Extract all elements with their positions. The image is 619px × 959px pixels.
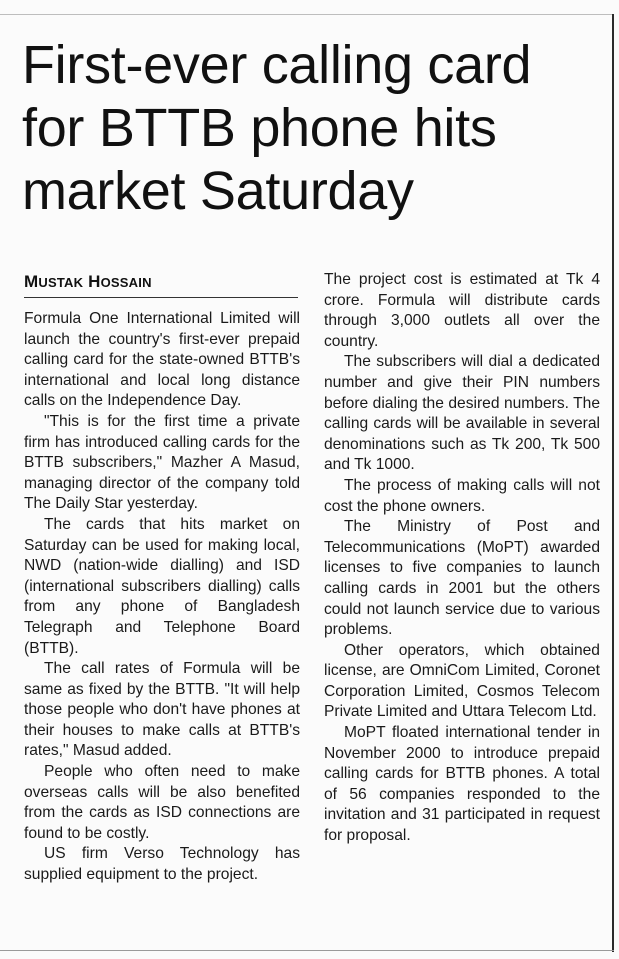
paragraph: The process of making calls will not cost the phone owners.	[324, 476, 600, 515]
article-column-left	[24, 309, 300, 886]
byline-last-initial: H	[88, 272, 101, 291]
clipping-bottom-border	[0, 950, 614, 951]
paragraph: Formula One International Limited will launch the country's first-ever prepaid calling card for the state-owned BTTB's international and local long distance calls on the Independence Day.	[24, 310, 300, 410]
paragraph: MoPT floated international tender in November 2000 to introduce prepaid calling cards for BTTB phones. A total of 56 companies responded to the invitation and 31 participated in request for proposal.	[324, 724, 600, 845]
paragraph: US firm Verso Technology has supplied equipment to the project.	[24, 845, 300, 884]
paragraph: Other operators, which obtained license, are OmniCom Limited, Coronet Corporation Limited, Cosmos Telecom Private Limited and Uttara Telecom Ltd.	[324, 641, 600, 721]
byline-divider	[24, 297, 298, 298]
paragraph: "This is for the first time a private firm has introduced calling cards for the BTTB subscribers," Mazher A Masud, managing director of the company told The Daily Star yesterday.	[24, 412, 300, 513]
article-headline: First-ever calling card for BTTB phone hits market Saturday	[22, 35, 532, 221]
clipping-top-border	[0, 14, 614, 15]
byline-first-rest: USTAK	[38, 275, 84, 290]
paragraph: The cards that hits market on Saturday can be used for making local, NWD (nation-wide dialling) and ISD (international subscribers dialling) calls from any phone of Bangladesh Telegraph and Telephone Board (BTTB).	[24, 515, 300, 657]
byline-first-initial: M	[24, 272, 39, 291]
paragraph: People who often need to make overseas calls will be also benefited from the cards as ISD connections are found to be costly.	[24, 763, 300, 842]
byline-last-rest: OSSAIN	[100, 275, 152, 290]
paragraph: The Ministry of Post and Telecommunications (MoPT) awarded licenses to five companies to launch calling cards in 2001 but the others could not launch service due to various problems.	[324, 518, 600, 639]
paragraph: The subscribers will dial a dedicated number and give their PIN numbers before dialing the desired numbers. The calling cards will be available in several denominations such as Tk 200, Tk 500 and Tk 1000.	[324, 353, 600, 474]
article-byline	[24, 272, 298, 292]
paragraph: The project cost is estimated at Tk 4 crore. Formula will distribute cards through 3,000 outlets all over the country.	[324, 271, 600, 350]
clipping-right-border	[612, 14, 614, 952]
paragraph: The call rates of Formula will be same as fixed by the BTTB. "It will help those people who don't have phones at their houses to make calls at BTTB's rates," Masud added.	[24, 660, 300, 760]
article-column-right	[324, 270, 600, 847]
